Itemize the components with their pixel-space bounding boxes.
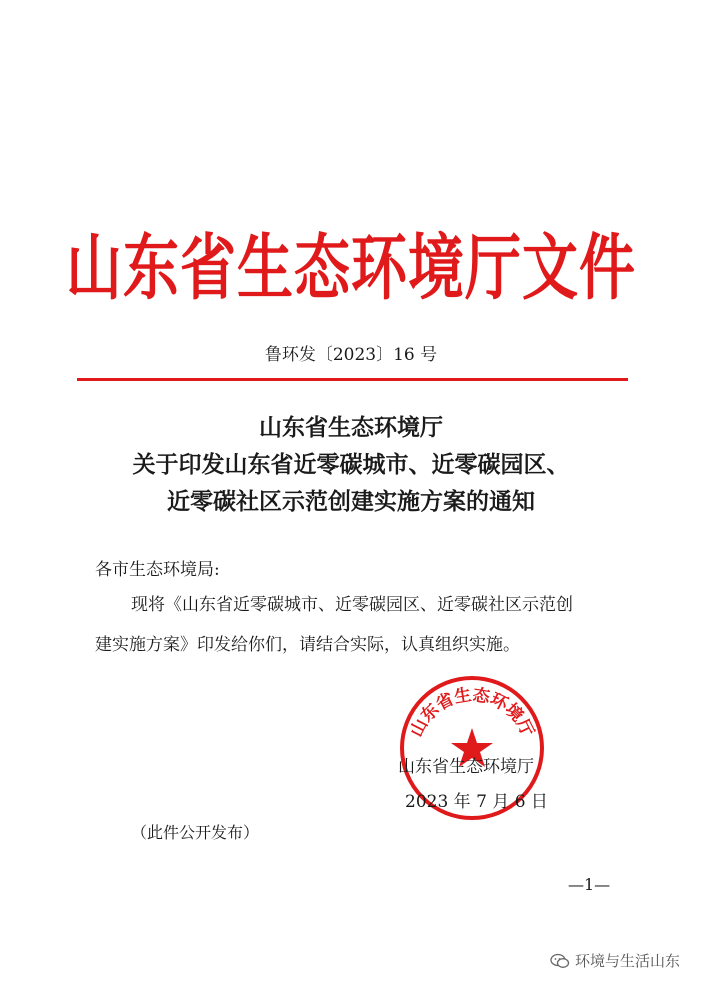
- title-line-1: 山东省生态环境厅: [259, 415, 443, 441]
- issue-date: 2023 年 7 月 6 日: [405, 792, 548, 812]
- red-divider-line: [77, 378, 628, 381]
- document-number: 鲁环发〔2023〕16 号: [264, 345, 438, 365]
- title-line-3: 近零碳社区示范创建实施方案的通知: [167, 489, 535, 515]
- issuer-signature: 山东省生态环境厅: [398, 757, 534, 777]
- body-line-1: 现将《山东省近零碳城市、近零碳园区、近零碳社区示范创: [131, 595, 573, 615]
- document-title: [0, 410, 702, 521]
- publication-note: （此件公开发布）: [131, 823, 260, 842]
- account-watermark: [550, 950, 680, 971]
- seal-text: 山东省生态环境厅: [406, 685, 538, 741]
- body-line-2: 建实施方案》印发给你们，请结合实际，认真组织实施。: [95, 635, 520, 655]
- title-line-2: 关于印发山东省近零碳城市、近零碳园区、: [132, 452, 570, 478]
- page-number: —1—: [568, 875, 611, 894]
- body-paragraph: [95, 585, 615, 665]
- watermark-text: 环境与生活山东: [574, 952, 680, 970]
- addressee: 各市生态环境局:: [95, 560, 220, 580]
- wechat-icon: [550, 953, 570, 969]
- document-masthead: 山东省生态环境厅文件: [66, 227, 636, 311]
